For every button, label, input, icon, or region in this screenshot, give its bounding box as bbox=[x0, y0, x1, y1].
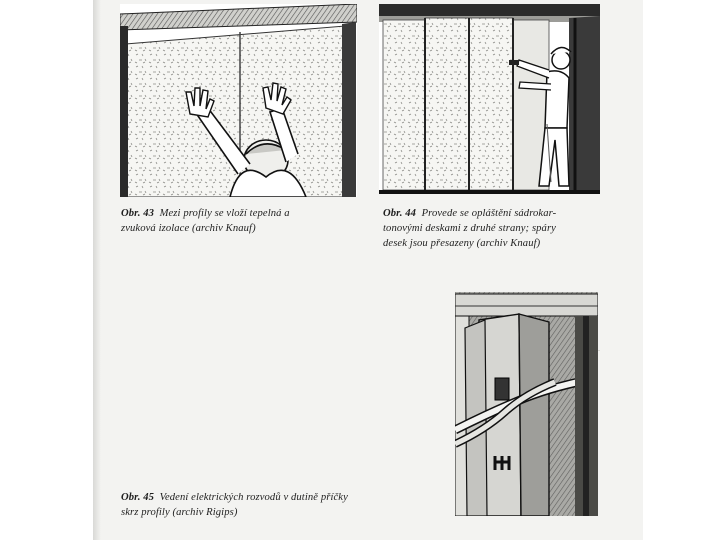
figure-45-label: Obr. 45 bbox=[121, 492, 155, 503]
page-gutter-shadow bbox=[93, 0, 101, 540]
figure-43-caption-line-1: Mezi profily se vloží tepelná a bbox=[159, 208, 290, 219]
figure-43-label: Obr. 43 bbox=[121, 208, 155, 219]
metal-profile-with-cables-illustration bbox=[455, 292, 598, 516]
figure-44-caption-line-3: desek jsou přesazeny (archiv Knauf) bbox=[383, 238, 541, 249]
figure-45-image bbox=[455, 292, 598, 516]
worker-inserting-insulation-illustration bbox=[120, 4, 357, 197]
figure-43-caption-line-2: zvuková izolace (archiv Knauf) bbox=[121, 223, 256, 234]
figure-43-caption bbox=[121, 206, 361, 236]
figure-44-label: Obr. 44 bbox=[383, 208, 417, 219]
figure-45-caption-line-1: Vedení elektrických rozvodů v dutině příčky bbox=[159, 492, 348, 503]
figure-44-caption-line-2: tonovými deskami z druhé strany; spáry bbox=[383, 223, 556, 234]
figure-43-image bbox=[120, 4, 357, 197]
figure-44-image bbox=[379, 4, 600, 194]
figure-44-caption bbox=[383, 206, 623, 251]
figure-44-caption-line-1: Provede se opláštění sádrokar- bbox=[421, 208, 557, 219]
figure-45-caption-line-2: skrz profily (archiv Rigips) bbox=[121, 507, 238, 518]
worker-fixing-plasterboard-illustration bbox=[379, 4, 600, 194]
figure-45-caption bbox=[121, 490, 461, 520]
